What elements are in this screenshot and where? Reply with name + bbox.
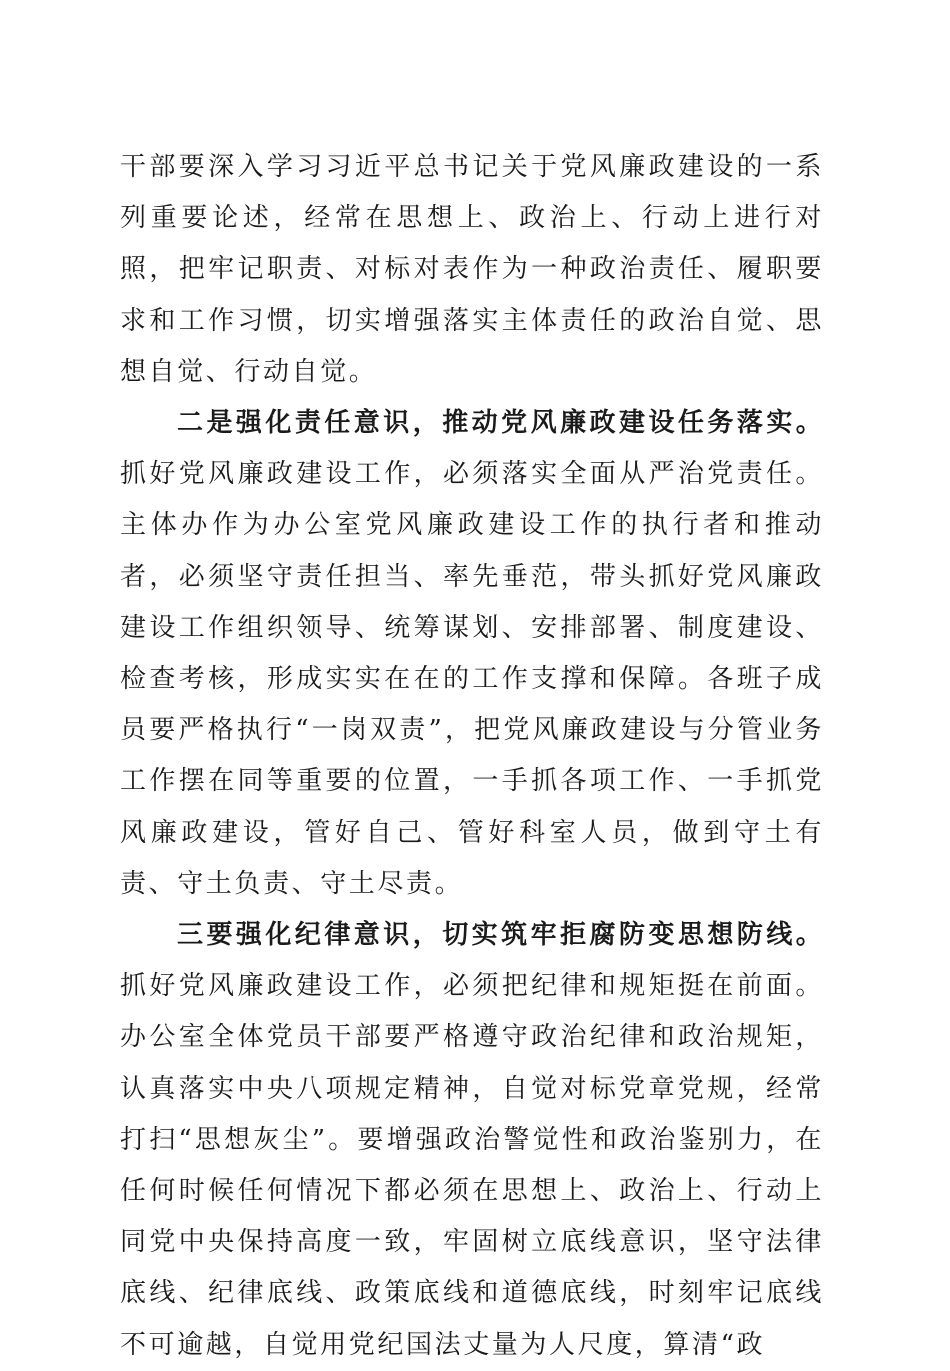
paragraph-heading: 三要强化纪律意识，切实筑牢拒腐防变思想防线。: [177, 920, 824, 951]
paragraph-body: 抓好党风廉政建设工作，必须把纪律和规矩挺在前面。办公室全体党员干部要严格遵守政治纪律和政治规矩，认真落实中央八项规定精神，自觉对标党章党规，经常打扫“思想灰尘”。要增强政治警觉性和政治鉴别力，在任何时候任何情况下都必须在思想上、政治上、行动上同党中央保持高度一致，牢固树立底线意识，坚守法律底线、纪律底线、政策底线和道德底线，时刻牢记底线不可逾越，自觉用党纪国法丈量为人尺度，算清“政: [120, 971, 824, 1360]
paragraph-continuation: [120, 142, 824, 398]
paragraph-heading: 二是强化责任意识，推动党风廉政建设任务落实。: [177, 408, 824, 439]
paragraph-discipline: [120, 910, 824, 1371]
body-text: [120, 142, 824, 1371]
paragraph-body: 抓好党风廉政建设工作，必须落实全面从严治党责任。主体办作为办公室党风廉政建设工作的执行者和推动者，必须坚守责任担当、率先垂范，带头抓好党风廉政建设工作组织领导、统筹谋划、安排部署、制度建设、检查考核，形成实实在在的工作支撑和保障。各班子成员要严格执行“一岗双责”，把党风廉政建设与分管业务工作摆在同等重要的位置，一手抓各项工作、一手抓党风廉政建设，管好自己、管好科室人员，做到守土有责、守土负责、守土尽责。: [120, 459, 824, 899]
paragraph-responsibility: [120, 398, 824, 910]
paragraph-body: 干部要深入学习习近平总书记关于党风廉政建设的一系列重要论述，经常在思想上、政治上、行动上进行对照，把牢记职责、对标对表作为一种政治责任、履职要求和工作习惯，切实增强落实主体责任的政治自觉、思想自觉、行动自觉。: [120, 152, 824, 387]
